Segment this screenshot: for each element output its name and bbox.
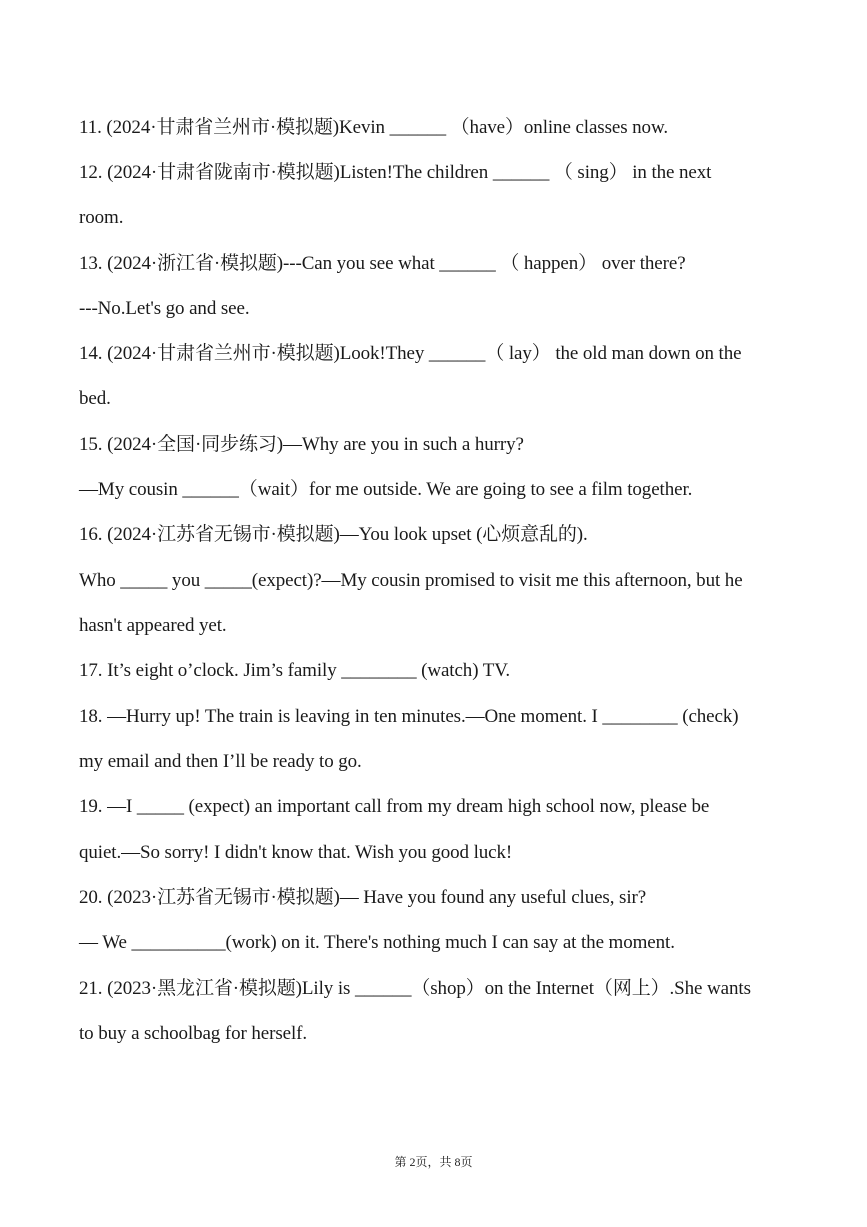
question-18-continuation: my email and then I’ll be ready to go. bbox=[79, 751, 362, 772]
question-13-continuation: ---No.Let's go and see. bbox=[79, 298, 250, 319]
question-12-line: 12. (2024·甘肃省陇南市·模拟题)Listen!The children ______ （ sing） in the next bbox=[79, 162, 712, 183]
question-15-continuation: —My cousin ______（wait）for me outside. We are going to see a film together. bbox=[79, 479, 693, 500]
question-21-continuation: to buy a schoolbag for herself. bbox=[79, 1023, 307, 1044]
question-21-line: 21. (2023·黑龙江省·模拟题)Lily is ______（shop）on the Internet（网上）.She wants bbox=[79, 978, 751, 999]
question-11-line: 11. (2024·甘肃省兰州市·模拟题)Kevin ______ （have）online classes now. bbox=[79, 117, 668, 138]
question-20-continuation: — We __________(work) on it. There's nothing much I can say at the moment. bbox=[79, 932, 675, 953]
question-16-continuation-2: hasn't appeared yet. bbox=[79, 615, 227, 636]
question-20-line: 20. (2023·江苏省无锡市·模拟题)— Have you found any useful clues, sir? bbox=[79, 887, 647, 908]
question-15-line: 15. (2024·全国·同步练习)—Why are you in such a hurry? bbox=[79, 434, 524, 455]
page-number-footer: 第 2页，共 8页 bbox=[394, 1155, 473, 1169]
question-19-line: 19. —I _____ (expect) an important call from my dream high school now, please be bbox=[79, 796, 710, 817]
question-17-line: 17. It’s eight o’clock. Jim’s family ________ (watch) TV. bbox=[79, 660, 511, 681]
question-14-continuation: bed. bbox=[79, 388, 111, 409]
question-18-line: 18. —Hurry up! The train is leaving in ten minutes.—One moment. I ________ (check) bbox=[79, 706, 739, 727]
question-12-continuation: room. bbox=[79, 207, 124, 228]
question-14-line: 14. (2024·甘肃省兰州市·模拟题)Look!They ______（ lay） the old man down on the bbox=[79, 343, 742, 364]
question-13-line: 13. (2024·浙江省·模拟题)---Can you see what ______ （ happen） over there? bbox=[79, 253, 686, 274]
question-19-continuation: quiet.—So sorry! I didn't know that. Wish you good luck! bbox=[79, 842, 513, 863]
question-16-continuation: Who _____ you _____(expect)?—My cousin promised to visit me this afternoon, but he bbox=[79, 570, 743, 591]
question-16-line: 16. (2024·江苏省无锡市·模拟题)—You look upset (心烦意乱的). bbox=[79, 524, 588, 545]
